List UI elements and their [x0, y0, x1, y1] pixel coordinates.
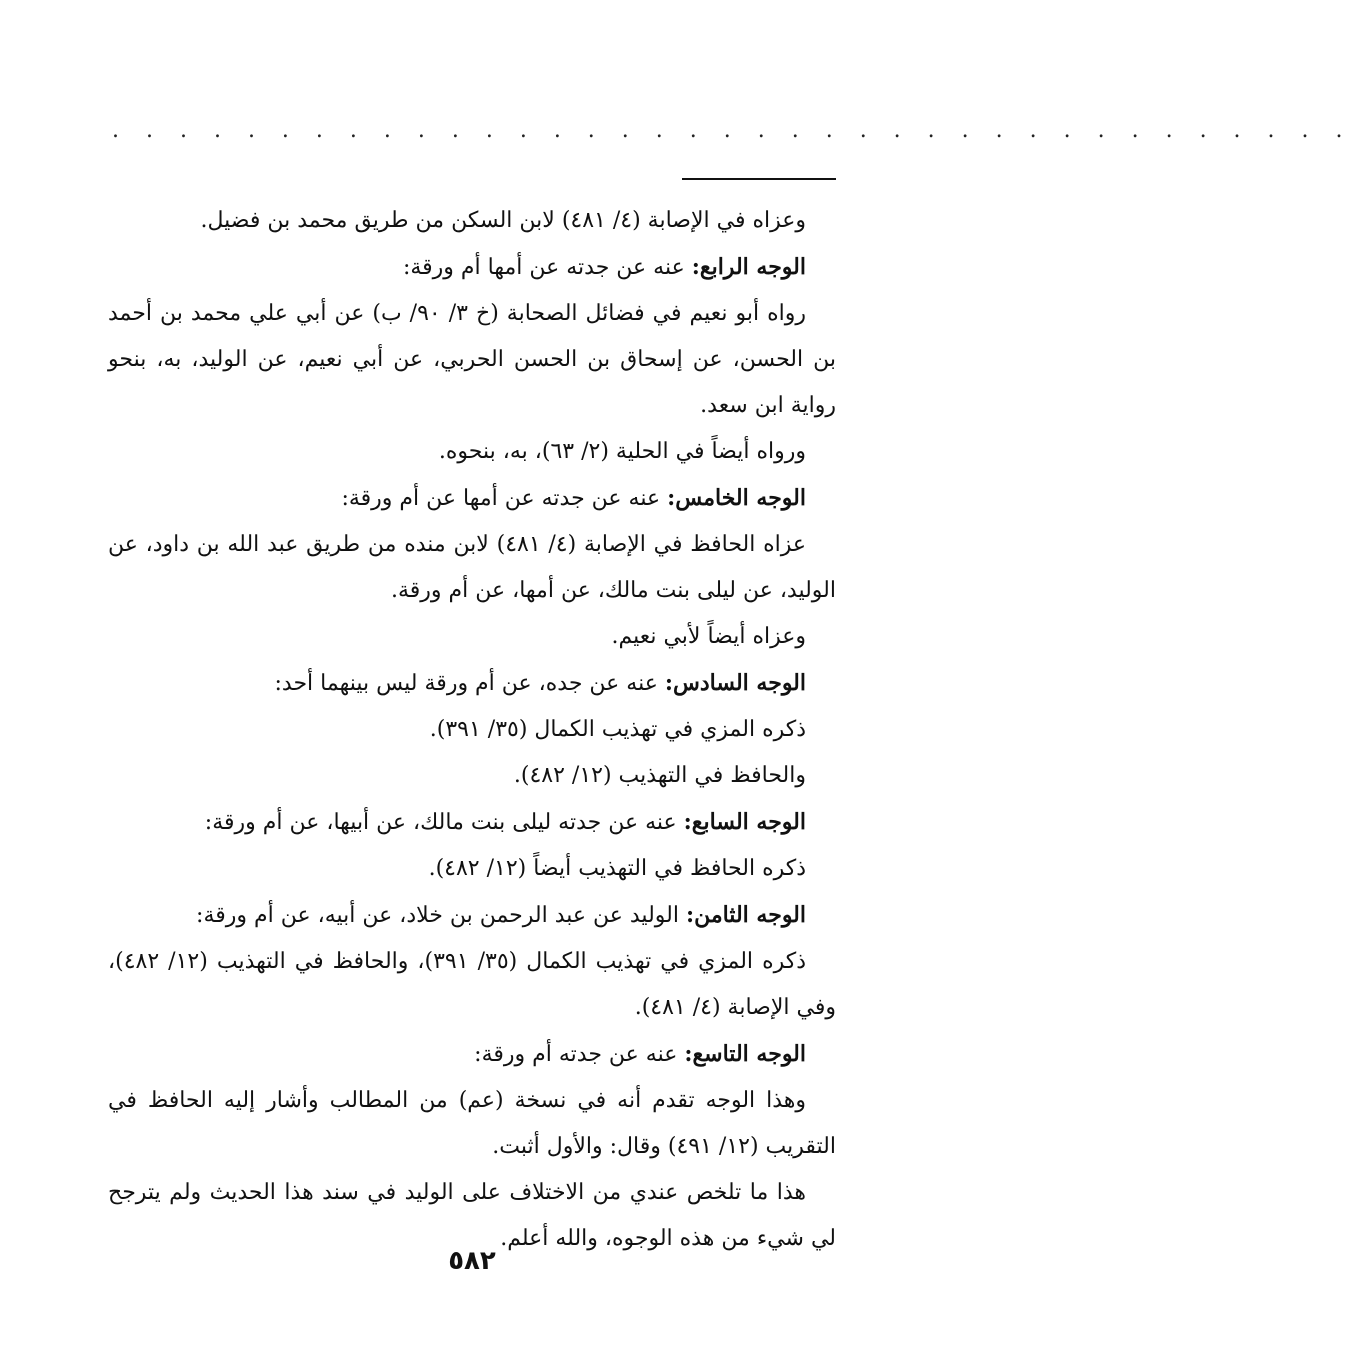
paragraph [108, 753, 836, 799]
paragraph [108, 1078, 836, 1170]
paragraph-text: والحافظ في التهذيب (١٢/ ٤٨٢). [513, 763, 806, 788]
paragraph-text: عنه عن جدته أم ورقة: [474, 1042, 685, 1067]
paragraph-text: وعزاه في الإصابة (٤/ ٤٨١) لابن السكن من طريق محمد بن فضيل. [200, 208, 806, 233]
section-heading: الوجه الرابع: [691, 254, 806, 280]
paragraph [108, 892, 836, 939]
paragraph [108, 429, 836, 475]
paragraph [108, 939, 836, 1031]
paragraph [108, 198, 836, 244]
section-heading: الوجه الثامن: [685, 902, 806, 928]
paragraph [108, 707, 836, 753]
paragraph-text: عزاه الحافظ في الإصابة (٤/ ٤٨١) لابن منده من طريق عبد الله بن داود، عن الوليد، عن ليلى بنت مالك، عن أمها، عن أم ورقة. [108, 532, 836, 603]
paragraph-text: وعزاه أيضاً لأبي نعيم. [611, 624, 806, 649]
paragraph [108, 799, 836, 846]
paragraph [108, 614, 836, 660]
page-body [108, 198, 836, 1262]
paragraph-text: رواه أبو نعيم في فضائل الصحابة (خ ٣/ ٩٠/ ب) عن أبي علي محمد بن أحمد بن الحسن، عن إسحاق بن الحسن الحربي، عن أبي نعيم، عن الوليد، به، بنحو رواية ابن سعد. [108, 301, 836, 418]
page-number: ٥٨٢ [448, 1246, 496, 1276]
paragraph [108, 660, 836, 707]
paragraph [108, 522, 836, 614]
section-heading: الوجه السابع: [683, 809, 806, 835]
paragraph-text: عنه عن جدته عن أمها أم ورقة: [402, 255, 692, 280]
paragraph [108, 846, 836, 892]
paragraph-text: عنه عن جده، عن أم ورقة ليس بينهما أحد: [274, 671, 665, 696]
paragraph-text: وهذا الوجه تقدم أنه في نسخة (عم) من المطالب وأشار إليه الحافظ في التقريب (١٢/ ٤٩١) وقال: والأول أثبت. [108, 1088, 836, 1159]
dotted-separator: . . . . . . . . . . . . . . . . . . . . . . . . . . . . . . . . . . . . . [112, 118, 1353, 143]
section-rule [682, 178, 836, 180]
paragraph [108, 1031, 836, 1078]
section-heading: الوجه التاسع: [684, 1041, 806, 1067]
paragraph-text: ذكره الحافظ في التهذيب أيضاً (١٢/ ٤٨٢). [428, 856, 806, 881]
paragraph [108, 475, 836, 522]
paragraph-text: عنه عن جدته عن أمها عن أم ورقة: [341, 486, 668, 511]
paragraph-text: عنه عن جدته ليلى بنت مالك، عن أبيها، عن أم ورقة: [204, 810, 684, 835]
section-heading: الوجه السادس: [664, 670, 806, 696]
paragraph [108, 291, 836, 429]
paragraph-text: ذكره المزي في تهذيب الكمال (٣٥/ ٣٩١). [429, 717, 806, 742]
paragraph-text: الوليد عن عبد الرحمن بن خلاد، عن أبيه، عن أم ورقة: [196, 903, 686, 928]
paragraph [108, 244, 836, 291]
paragraph-text: ذكره المزي في تهذيب الكمال (٣٥/ ٣٩١)، والحافظ في التهذيب (١٢/ ٤٨٢)، وفي الإصابة (٤/ ٤٨١). [108, 949, 836, 1020]
paragraph-text: ورواه أيضاً في الحلية (٢/ ٦٣)، به، بنحوه. [438, 439, 806, 464]
paragraph-text: هذا ما تلخص عندي من الاختلاف على الوليد في سند هذا الحديث ولم يترجح لي شيء من هذه الوجوه، والله أعلم. [108, 1180, 836, 1251]
section-heading: الوجه الخامس: [667, 485, 806, 511]
